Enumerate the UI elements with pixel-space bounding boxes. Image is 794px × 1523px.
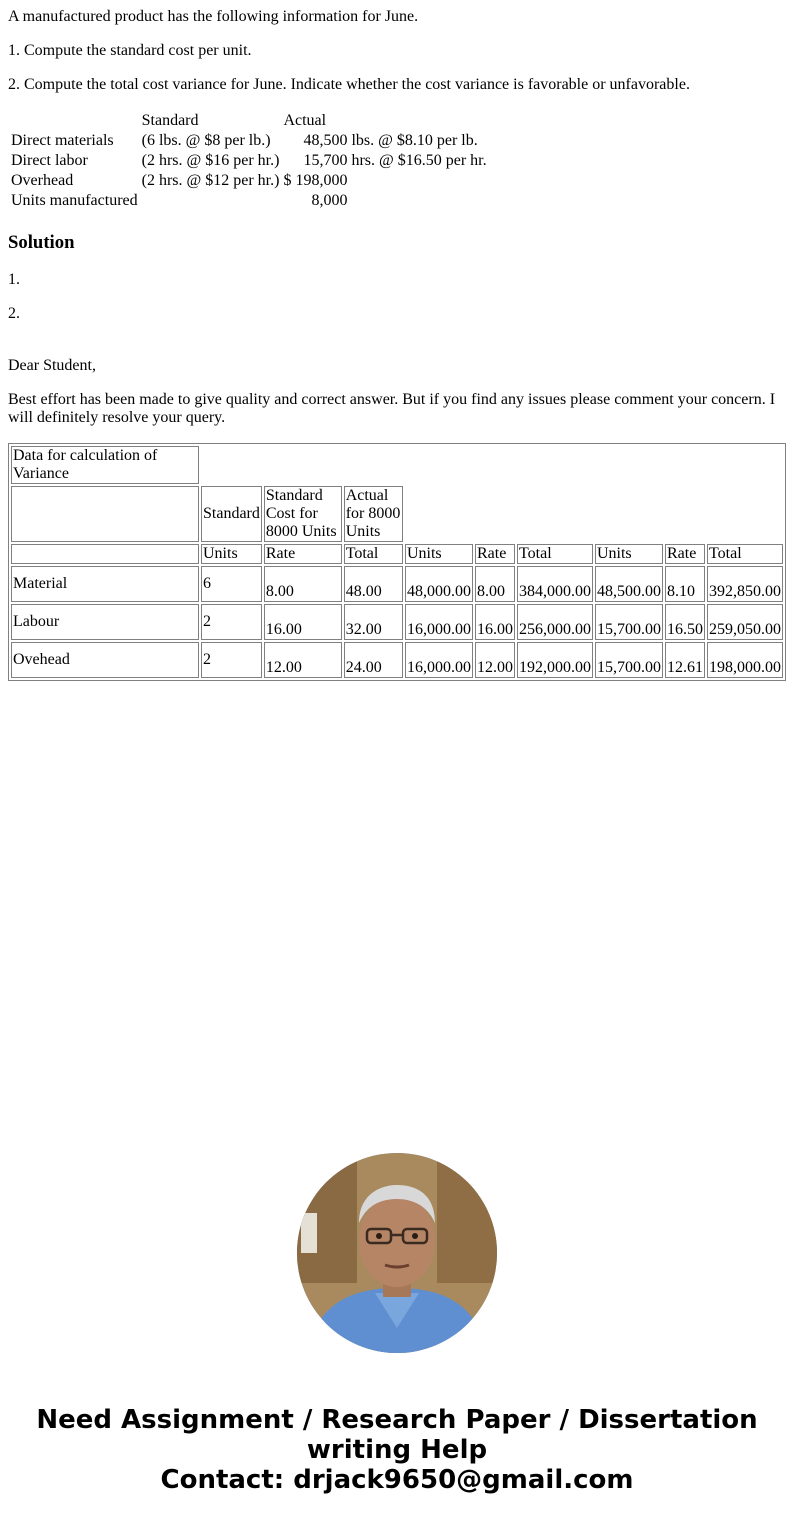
author-avatar — [297, 1153, 497, 1353]
given-header-row — [10, 112, 488, 130]
table-cell: 259,050.00 — [707, 604, 783, 640]
variance-header-std-cost: Standard Cost for 8000 Units — [264, 486, 342, 542]
table-cell: 6 — [201, 566, 262, 602]
table-cell: 8.10 — [665, 566, 705, 602]
given-row — [10, 192, 488, 210]
variance-header-spacer — [405, 486, 783, 542]
given-header-blank-2 — [350, 112, 487, 130]
table-cell: 12.00 — [475, 642, 515, 678]
given-row-detail — [350, 192, 487, 210]
variance-header-actual: Actual for 8000 Units — [344, 486, 403, 542]
question-intro: A manufactured product has the following information for June. — [8, 8, 419, 25]
variance-title-spacer — [201, 446, 783, 484]
given-row-detail: lbs. @ $8.10 per lb. — [351, 132, 478, 149]
table-cell: 192,000.00 — [517, 642, 593, 678]
variance-subheader-row — [11, 544, 783, 564]
effort-note: Best effort has been made to give quality and correct answer. But if you find any issues please comment your concern. I will definitely resolve your query. — [8, 391, 776, 426]
table-cell: 198,000.00 — [707, 642, 783, 678]
solution-item-1: 1. — [8, 271, 20, 288]
variance-subheader: Rate — [665, 544, 705, 564]
table-cell: 392,850.00 — [707, 566, 783, 602]
author-photo-illustration — [297, 1153, 497, 1353]
row-label: Material — [11, 566, 199, 602]
table-cell: 48,000.00 — [405, 566, 473, 602]
table-cell: 12.61 — [665, 642, 705, 678]
table-cell: 16.00 — [264, 604, 342, 640]
given-row — [10, 172, 488, 190]
given-row-detail — [350, 172, 487, 190]
right-eye — [412, 1233, 418, 1239]
variance-title-row — [11, 446, 783, 484]
given-row-standard: (6 lbs. @ $8 per lb.) — [141, 132, 271, 149]
given-header-standard: Standard — [141, 112, 199, 129]
table-cell: 48.00 — [344, 566, 403, 602]
table-cell: 24.00 — [344, 642, 403, 678]
variance-subheader: Rate — [475, 544, 515, 564]
table-cell: 15,700.00 — [595, 642, 663, 678]
table-cell: 32.00 — [344, 604, 403, 640]
promo-footer — [0, 1405, 794, 1495]
given-header-blank — [10, 112, 139, 130]
variance-subheader: Units — [595, 544, 663, 564]
solution-item-2: 2. — [8, 305, 20, 322]
table-cell: 48,500.00 — [595, 566, 663, 602]
question-part-2: 2. Compute the total cost variance for June. Indicate whether the cost variance is favorable or unfavorable. — [8, 76, 690, 93]
given-row-standard — [141, 192, 281, 210]
given-row-label: Units manufactured — [11, 192, 138, 209]
given-row-dollar: $ — [283, 172, 292, 189]
given-row-qty: 198,000 — [295, 172, 348, 189]
question-part-1: 1. Compute the standard cost per unit. — [8, 42, 252, 59]
variance-header-blank — [11, 486, 199, 542]
given-row-detail: hrs. @ $16.50 per hr. — [351, 152, 487, 169]
table-cell: 16.50 — [665, 604, 705, 640]
greeting: Dear Student, — [8, 357, 96, 374]
variance-subheader: Units — [405, 544, 473, 564]
given-row-standard: (2 hrs. @ $12 per hr.) — [141, 172, 280, 189]
left-eye — [376, 1233, 382, 1239]
given-row — [10, 152, 488, 170]
table-cell: 15,700.00 — [595, 604, 663, 640]
table-cell: 256,000.00 — [517, 604, 593, 640]
given-row-standard: (2 hrs. @ $16 per hr.) — [141, 152, 280, 169]
given-row-label: Direct materials — [11, 132, 114, 149]
variance-subheader: Units — [201, 544, 262, 564]
given-row-label: Overhead — [11, 172, 74, 189]
given-row-label: Direct labor — [11, 152, 88, 169]
table-cell: 2 — [201, 642, 262, 678]
given-row-qty: 48,500 — [303, 132, 348, 149]
table-cell: 16,000.00 — [405, 604, 473, 640]
table-cell: 8.00 — [475, 566, 515, 602]
solution-heading: Solution — [8, 232, 75, 253]
promo-contact: Contact: drjack9650@gmail.com — [160, 1465, 634, 1495]
table-cell: 8.00 — [264, 566, 342, 602]
table-cell: 2 — [201, 604, 262, 640]
table-row — [11, 642, 783, 678]
given-data-table — [8, 110, 490, 212]
given-row — [10, 132, 488, 150]
variance-subheader: Total — [517, 544, 593, 564]
variance-title: Data for calculation of Variance — [11, 446, 199, 484]
given-row-dollar — [282, 192, 292, 210]
given-row-qty: 15,700 — [303, 152, 348, 169]
table-row — [11, 604, 783, 640]
table-cell: 16.00 — [475, 604, 515, 640]
photo-wall-right — [437, 1153, 497, 1283]
table-cell: 16,000.00 — [405, 642, 473, 678]
variance-header-standard: Standard — [201, 486, 262, 542]
given-row-dollar — [282, 132, 292, 150]
variance-group-header-row — [11, 486, 783, 542]
table-cell: 384,000.00 — [517, 566, 593, 602]
row-label: Ovehead — [11, 642, 199, 678]
row-label: Labour — [11, 604, 199, 640]
given-row-qty: 8,000 — [311, 192, 348, 209]
table-cell: 12.00 — [264, 642, 342, 678]
photo-switch-plate — [301, 1213, 317, 1253]
given-row-dollar — [282, 152, 292, 170]
variance-subheader-blank — [11, 544, 199, 564]
promo-line-1: Need Assignment / Research Paper / Dissertation writing Help — [36, 1405, 758, 1465]
given-header-actual: Actual — [283, 112, 327, 129]
variance-table — [8, 443, 786, 681]
table-row — [11, 566, 783, 602]
face-shape — [359, 1195, 435, 1287]
variance-subheader: Total — [707, 544, 783, 564]
variance-subheader: Total — [344, 544, 403, 564]
variance-subheader: Rate — [264, 544, 342, 564]
